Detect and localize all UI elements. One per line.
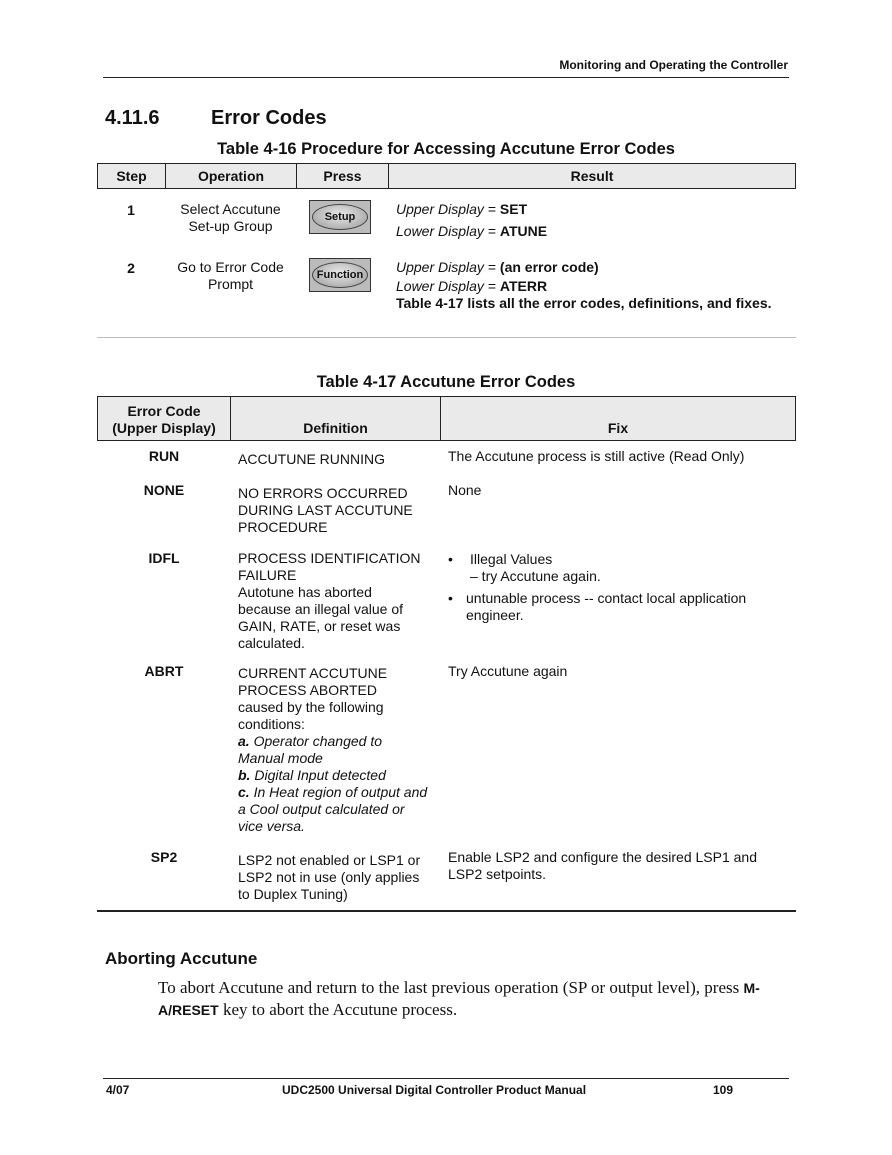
- definition-sp2: LSP2 not enabled or LSP1 or LSP2 not in use (only applies to Duplex Tuning): [238, 852, 421, 902]
- condition-a: [238, 733, 398, 767]
- aborting-text: To abort Accutune and return to the last previous operation (SP or output level), press: [158, 978, 744, 997]
- bullet-icon: •: [448, 590, 453, 606]
- condition-label: a.: [238, 733, 250, 749]
- condition-c: [238, 784, 433, 835]
- error-code-none: NONE: [143, 482, 185, 498]
- operation-line: Prompt: [207, 276, 254, 292]
- lower-display-value: ATUNE: [499, 223, 548, 239]
- definition-none: NO ERRORS OCCURRED DURING LAST ACCUTUNE PROCEDURE: [238, 485, 413, 535]
- equals-sign: =: [483, 201, 500, 217]
- table17-header: [97, 396, 796, 441]
- setup-key-label: Setup: [312, 204, 368, 230]
- definition-rest: caused by the following conditions:: [238, 699, 384, 732]
- fix-bullet-1: [448, 551, 783, 585]
- section-title: Error Codes: [211, 107, 327, 129]
- bullet-line: Illegal Values: [470, 551, 553, 567]
- table16-header-result: Result: [570, 168, 614, 184]
- table16-result-2: [396, 259, 776, 312]
- function-key-icon: [309, 258, 371, 292]
- condition-text: Digital Input detected: [250, 767, 386, 783]
- table16-result-1: [396, 201, 547, 240]
- table16-header-step: Step: [98, 164, 166, 188]
- aborting-paragraph: [158, 977, 798, 1021]
- running-head: Monitoring and Operating the Controller: [559, 58, 788, 72]
- aborting-heading: Aborting Accutune: [105, 949, 258, 968]
- footer-date: 4/07: [106, 1083, 130, 1097]
- bullet-text: [470, 551, 601, 585]
- table16-step-2: 2: [127, 260, 135, 276]
- definition-idfl: [238, 550, 438, 652]
- operation-line: Go to Error Code: [177, 259, 284, 275]
- table17-header-definition: Definition: [231, 397, 441, 440]
- equals-sign: =: [483, 278, 500, 294]
- operation-line: Select Accutune: [180, 201, 281, 217]
- condition-text: Operator changed to Manual mode: [238, 733, 382, 766]
- error-code-abrt: ABRT: [144, 663, 184, 679]
- bullet-text: untunable process -- contact local application engineer.: [466, 590, 747, 623]
- function-key-label: Function: [312, 262, 368, 288]
- setup-key-icon: [309, 200, 371, 234]
- upper-display-value: (an error code): [499, 259, 599, 275]
- error-code-sp2: SP2: [150, 849, 178, 865]
- table16-note: Table 4-17 lists all the error codes, definitions, and fixes.: [396, 295, 772, 311]
- definition-caps: PROCESS IDENTIFICATION FAILURE: [238, 550, 421, 583]
- table17-header-code: [98, 397, 231, 440]
- fix-abrt: Try Accutune again: [448, 663, 568, 679]
- section-number: 4.11.6: [105, 107, 160, 129]
- lower-display-label: Lower Display: [396, 278, 484, 294]
- table16-operation-2: [165, 259, 296, 293]
- table16-header-press: Press: [297, 164, 389, 188]
- table16-header: [97, 163, 796, 189]
- table17-title: Table 4-17 Accutune Error Codes: [316, 373, 576, 391]
- table16-title: Table 4-16 Procedure for Accessing Accutune Error Codes: [217, 140, 675, 158]
- table16-header-operation: Operation: [166, 164, 297, 188]
- equals-sign: =: [483, 223, 500, 239]
- lower-display-label: Lower Display: [396, 223, 484, 239]
- upper-display-value: SET: [499, 201, 528, 217]
- operation-line: Set-up Group: [188, 218, 273, 234]
- aborting-text: key to abort the Accutune process.: [218, 1000, 458, 1019]
- definition-rest: Autotune has aborted because an illegal value of GAIN, RATE, or reset was calculated.: [238, 584, 404, 651]
- condition-text: In Heat region of output and a Cool output calculated or vice versa.: [238, 784, 428, 834]
- header-line: (Upper Display): [112, 420, 216, 436]
- table16-step-1: 1: [127, 202, 135, 218]
- table16-bottom-rule: [97, 337, 796, 338]
- lower-display-value: ATERR: [499, 278, 548, 294]
- table17-header-fix: Fix: [607, 420, 629, 436]
- header-rule: [103, 77, 789, 78]
- condition-label: c.: [238, 784, 250, 800]
- page-number: 109: [713, 1083, 734, 1097]
- m-a-reset-key: M-A/RESET: [158, 980, 760, 1018]
- upper-display-label: Upper Display: [396, 259, 484, 275]
- footer-title: UDC2500 Universal Digital Controller Product Manual: [282, 1083, 587, 1097]
- definition-run: ACCUTUNE RUNNING: [238, 451, 385, 467]
- fix-none: None: [448, 482, 482, 498]
- definition-abrt: [238, 665, 433, 835]
- fix-sp2: Enable LSP2 and configure the desired LSP1 and LSP2 setpoints.: [448, 849, 758, 882]
- condition-label: b.: [238, 767, 251, 783]
- definition-caps: CURRENT ACCUTUNE PROCESS ABORTED: [238, 665, 388, 698]
- table16-operation-1: [165, 201, 296, 235]
- fix-run: The Accutune process is still active (Read Only): [448, 448, 745, 464]
- bullet-line: – try Accutune again.: [470, 568, 601, 584]
- error-code-idfl: IDFL: [148, 550, 180, 566]
- equals-sign: =: [483, 259, 500, 275]
- fix-bullet-2: [448, 590, 783, 624]
- table17-bottom-rule: [97, 910, 796, 912]
- bullet-icon: •: [448, 551, 453, 567]
- error-code-run: RUN: [148, 448, 180, 464]
- footer-rule: [103, 1078, 789, 1079]
- header-line: Error Code: [127, 403, 201, 419]
- condition-b: [238, 767, 433, 784]
- fix-idfl: [448, 551, 783, 624]
- upper-display-label: Upper Display: [396, 201, 484, 217]
